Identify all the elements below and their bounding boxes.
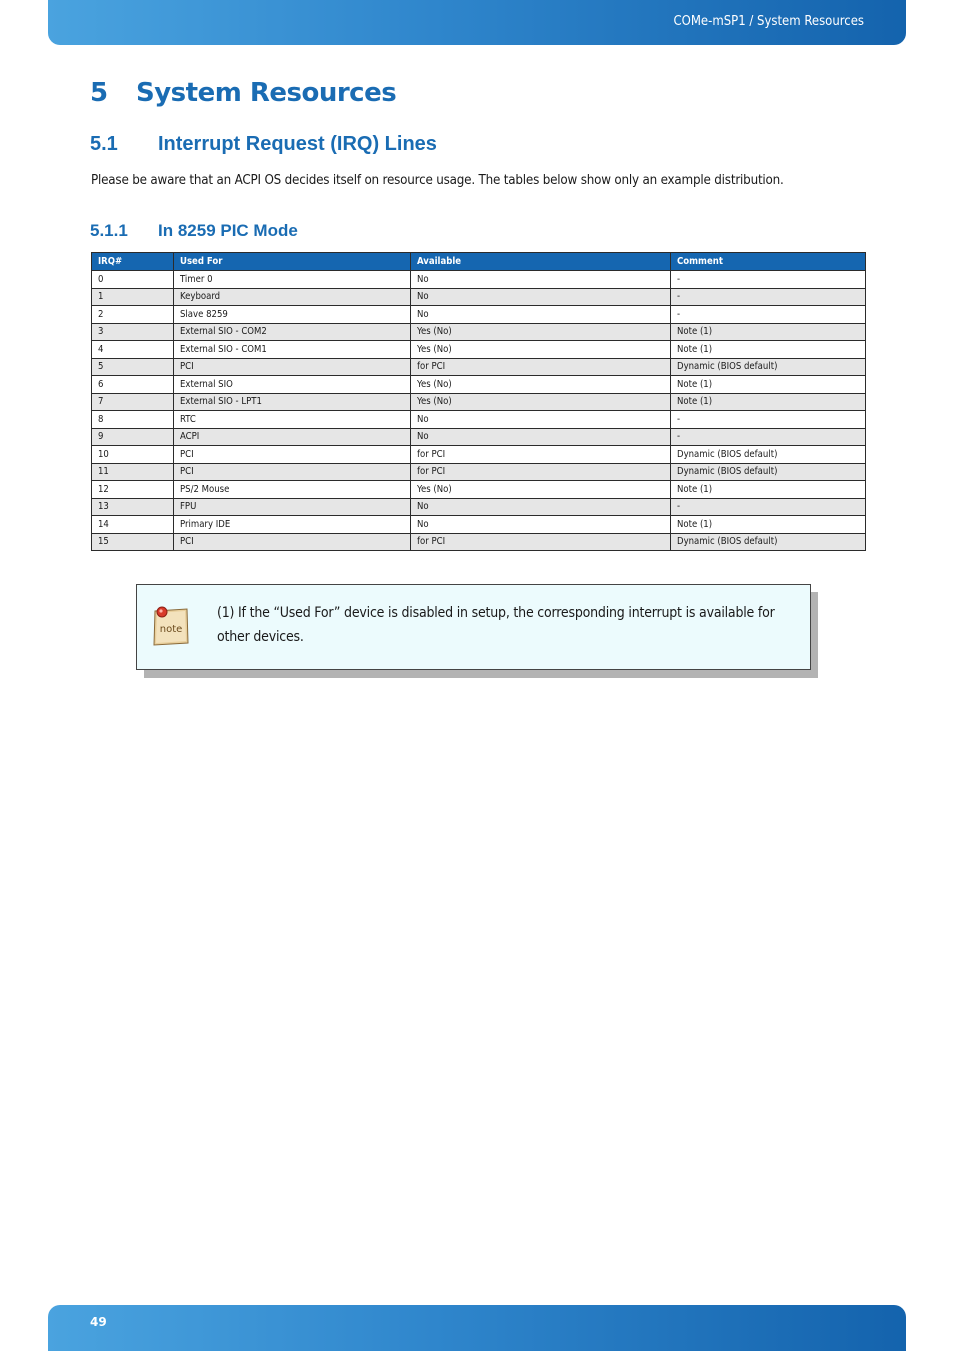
table-cell: PCI bbox=[174, 533, 411, 551]
table-cell: Note (1) bbox=[671, 323, 866, 341]
table-cell: No bbox=[411, 288, 671, 306]
section-title: System Resources bbox=[136, 78, 397, 108]
table-cell: PS/2 Mouse bbox=[174, 481, 411, 499]
table-cell: Dynamic (BIOS default) bbox=[671, 463, 866, 481]
subsubsection-heading bbox=[90, 221, 298, 241]
subsubsection-title: In 8259 PIC Mode bbox=[158, 221, 298, 240]
table-cell: RTC bbox=[174, 411, 411, 429]
table-cell: Dynamic (BIOS default) bbox=[671, 446, 866, 464]
table-cell: Slave 8259 bbox=[174, 306, 411, 324]
table-cell: 1 bbox=[92, 288, 174, 306]
subsubsection-number: 5.1.1 bbox=[90, 221, 128, 240]
column-header: Available bbox=[411, 253, 671, 271]
table-cell: Yes (No) bbox=[411, 393, 671, 411]
note-text: (1) If the “Used For” device is disabled in setup, the corresponding interrupt is available for other devices. bbox=[217, 605, 775, 645]
table-row bbox=[92, 271, 866, 289]
table-cell: 14 bbox=[92, 516, 174, 534]
table-cell: No bbox=[411, 411, 671, 429]
table-cell: 8 bbox=[92, 411, 174, 429]
table-cell: Note (1) bbox=[671, 481, 866, 499]
table-cell: for PCI bbox=[411, 463, 671, 481]
table-cell: External SIO - COM2 bbox=[174, 323, 411, 341]
section-number: 5 bbox=[90, 78, 108, 108]
table-row bbox=[92, 358, 866, 376]
table-cell: Yes (No) bbox=[411, 323, 671, 341]
table-cell: 2 bbox=[92, 306, 174, 324]
table-row bbox=[92, 393, 866, 411]
page-number: 49 bbox=[90, 1315, 107, 1329]
footer-bar bbox=[48, 1305, 906, 1351]
table-row bbox=[92, 463, 866, 481]
table-cell: - bbox=[671, 498, 866, 516]
table-cell: for PCI bbox=[411, 446, 671, 464]
table-row bbox=[92, 446, 866, 464]
table-cell: No bbox=[411, 498, 671, 516]
table-cell: No bbox=[411, 428, 671, 446]
subsection-heading bbox=[90, 133, 437, 156]
table-cell: - bbox=[671, 411, 866, 429]
table-cell: 3 bbox=[92, 323, 174, 341]
table-cell: No bbox=[411, 306, 671, 324]
irq-table bbox=[91, 252, 866, 551]
table-row bbox=[92, 516, 866, 534]
header-bar bbox=[48, 0, 906, 45]
table-cell: PCI bbox=[174, 446, 411, 464]
table-cell: Yes (No) bbox=[411, 341, 671, 359]
table-cell: 12 bbox=[92, 481, 174, 499]
table-cell: Yes (No) bbox=[411, 376, 671, 394]
table-cell: FPU bbox=[174, 498, 411, 516]
table-cell: 7 bbox=[92, 393, 174, 411]
header-title: COMe-mSP1 / System Resources bbox=[673, 14, 864, 29]
table-cell: 13 bbox=[92, 498, 174, 516]
table-cell: - bbox=[671, 271, 866, 289]
intro-paragraph: Please be aware that an ACPI OS decides itself on resource usage. The tables below show only an example distribution. bbox=[91, 173, 784, 188]
section-heading bbox=[90, 78, 396, 108]
table-cell: for PCI bbox=[411, 533, 671, 551]
table-cell: No bbox=[411, 271, 671, 289]
table-cell: Note (1) bbox=[671, 393, 866, 411]
table-row bbox=[92, 498, 866, 516]
table-cell: No bbox=[411, 516, 671, 534]
table-cell: 6 bbox=[92, 376, 174, 394]
table-cell: External SIO - COM1 bbox=[174, 341, 411, 359]
table-cell: 11 bbox=[92, 463, 174, 481]
table-cell: - bbox=[671, 288, 866, 306]
subsection-number: 5.1 bbox=[90, 133, 118, 155]
column-header: IRQ# bbox=[92, 253, 174, 271]
table-row bbox=[92, 428, 866, 446]
column-header: Used For bbox=[174, 253, 411, 271]
table-cell: - bbox=[671, 428, 866, 446]
table-cell: Note (1) bbox=[671, 376, 866, 394]
table-cell: Timer 0 bbox=[174, 271, 411, 289]
note-box bbox=[136, 584, 811, 670]
table-cell: External SIO - LPT1 bbox=[174, 393, 411, 411]
table-row bbox=[92, 288, 866, 306]
table-cell: External SIO bbox=[174, 376, 411, 394]
table-header-row bbox=[92, 253, 866, 271]
table-cell: 0 bbox=[92, 271, 174, 289]
table-row bbox=[92, 533, 866, 551]
table-cell: PCI bbox=[174, 463, 411, 481]
table-cell: ACPI bbox=[174, 428, 411, 446]
note-icon bbox=[151, 603, 191, 651]
column-header: Comment bbox=[671, 253, 866, 271]
table-cell: 5 bbox=[92, 358, 174, 376]
table-cell: Keyboard bbox=[174, 288, 411, 306]
table-cell: 10 bbox=[92, 446, 174, 464]
table-row bbox=[92, 376, 866, 394]
table-row bbox=[92, 341, 866, 359]
svg-text:note: note bbox=[159, 624, 183, 635]
table-body bbox=[92, 271, 866, 551]
table-cell: Primary IDE bbox=[174, 516, 411, 534]
table-row bbox=[92, 323, 866, 341]
table-cell: 4 bbox=[92, 341, 174, 359]
table-row bbox=[92, 306, 866, 324]
table-cell: 15 bbox=[92, 533, 174, 551]
subsection-title: Interrupt Request (IRQ) Lines bbox=[158, 133, 437, 155]
table-cell: for PCI bbox=[411, 358, 671, 376]
table-cell: 9 bbox=[92, 428, 174, 446]
table-cell: Note (1) bbox=[671, 516, 866, 534]
table-cell: Dynamic (BIOS default) bbox=[671, 358, 866, 376]
table-row bbox=[92, 481, 866, 499]
table-cell: Note (1) bbox=[671, 341, 866, 359]
table-cell: Yes (No) bbox=[411, 481, 671, 499]
table-cell: - bbox=[671, 306, 866, 324]
table-cell: PCI bbox=[174, 358, 411, 376]
table-row bbox=[92, 411, 866, 429]
table-cell: Dynamic (BIOS default) bbox=[671, 533, 866, 551]
